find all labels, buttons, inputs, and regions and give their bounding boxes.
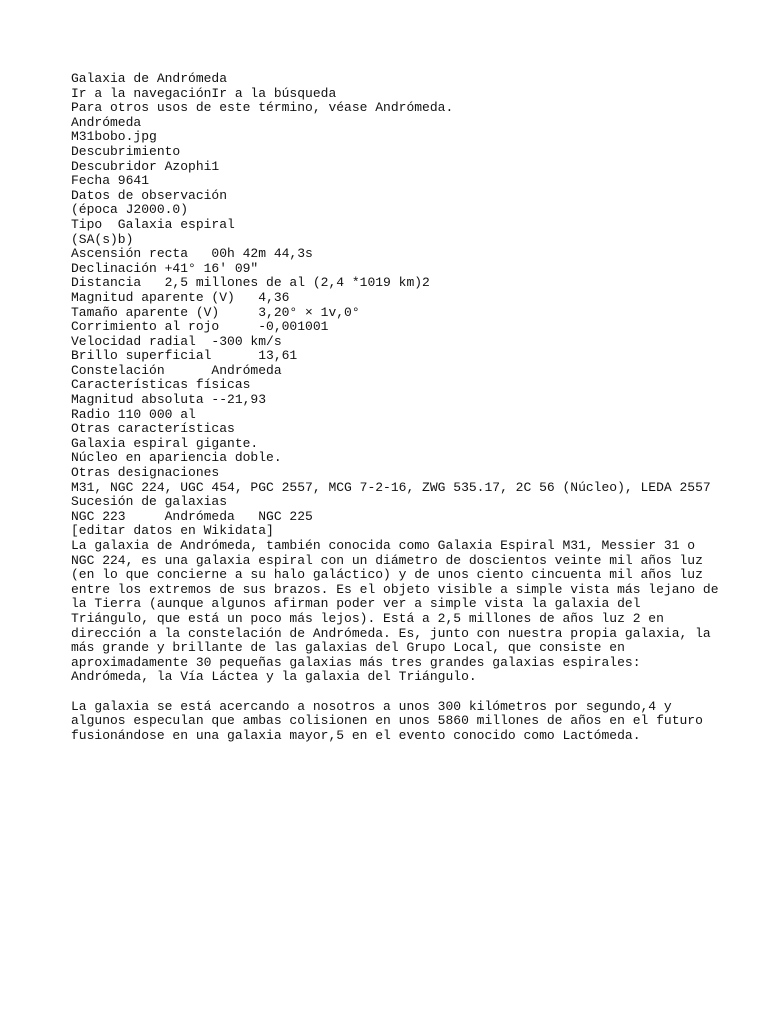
infobox-section-succession: Sucesión de galaxias xyxy=(71,494,228,510)
collision-paragraph xyxy=(71,700,711,744)
infobox-designations-list: M31, NGC 224, UGC 454, PGC 2557, MCG 7-2-16, ZWG 535.17, 2C 56 (Núcleo), LEDA 2557 xyxy=(71,479,711,495)
infobox-row-type-class: (SA(s)b) xyxy=(71,231,134,247)
paragraph-line: NGC 224, es una galaxia espiral con un diámetro de doscientos veinte mil años luz xyxy=(71,552,703,568)
page-title: Galaxia de Andrómeda xyxy=(71,71,228,86)
infobox-row-discoverer: Descubridor Azophi1 xyxy=(71,158,220,174)
infobox-section-physical: Características físicas xyxy=(71,377,251,393)
paragraph-line: La galaxia se está acercando a nosotros a unos 300 kilómetros por segundo,4 y xyxy=(71,698,672,714)
infobox-title: Andrómeda xyxy=(71,114,142,130)
infobox-row-declination: Declinación +41° 16' 09" xyxy=(71,260,259,276)
paragraph-line: algunos especulan que ambas colisionen en unos 5860 millones de años en el futuro xyxy=(71,713,703,729)
paragraph-spacer xyxy=(71,685,711,700)
paragraph-line: Andrómeda, la Vía Láctea y la galaxia del Triángulo. xyxy=(71,669,477,685)
infobox-row-radial-velocity: Velocidad radial -300 km/s xyxy=(71,333,282,349)
paragraph-line: entre los extremos de sus brazos. Es el objeto visible a simple vista más lejano de xyxy=(71,581,719,597)
paragraph-line: Triángulo, que está un poco más lejos). Está a 2,5 millones de años luz 2 en xyxy=(71,610,664,626)
infobox-section-discovery: Descubrimiento xyxy=(71,143,181,159)
infobox-epoch: (época J2000.0) xyxy=(71,202,189,218)
infobox-succession-row: NGC 223 Andrómeda NGC 225 xyxy=(71,508,313,524)
edit-wikidata-link[interactable]: [editar datos en Wikidata] xyxy=(71,523,274,539)
infobox-section-designations: Otras designaciones xyxy=(71,465,220,481)
paragraph-line: La galaxia de Andrómeda, también conocida como Galaxia Espiral M31, Messier 31 o xyxy=(71,538,696,553)
paragraph-line: más grande y brillante de las galaxias del Grupo Local, que consiste en xyxy=(71,640,625,656)
infobox-row-distance: Distancia 2,5 millones de al (2,4 *1019 km)2 xyxy=(71,275,430,291)
infobox-section-other-characteristics: Otras características xyxy=(71,421,235,437)
infobox-characteristic-1: Galaxia espiral gigante. xyxy=(71,435,259,451)
infobox-row-surface-brightness: Brillo superficial 13,61 xyxy=(71,348,298,364)
intro-paragraph xyxy=(71,538,719,685)
infobox-image-name: M31bobo.jpg xyxy=(71,129,157,145)
navigation-links[interactable]: Ir a la navegaciónIr a la búsqueda xyxy=(71,85,337,101)
disambiguation-note: Para otros usos de este término, véase Andrómeda. xyxy=(71,100,454,116)
paragraph-line: la Tierra (aunque algunos afirman poder ver a simple vista la galaxia del xyxy=(71,596,641,612)
paragraph-line: fusionándose en una galaxia mayor,5 en el evento conocido como Lactómeda. xyxy=(71,727,641,743)
infobox-row-absolute-magnitude: Magnitud absoluta --21,93 xyxy=(71,392,267,408)
infobox-row-type: Tipo Galaxia espiral xyxy=(71,216,235,232)
infobox-row-apparent-size: Tamaño aparente (V) 3,20° × 1v,0° xyxy=(71,304,360,320)
paragraph-line: dirección a la constelación de Andrómeda. Es, junto con nuestra propia galaxia, la xyxy=(71,625,711,641)
infobox-row-right-ascension: Ascensión recta 00h 42m 44,3s xyxy=(71,246,313,262)
infobox-row-redshift: Corrimiento al rojo -0,001001 xyxy=(71,319,329,335)
paragraph-line: aproximadamente 30 pequeñas galaxias más tres grandes galaxias espirales: xyxy=(71,654,641,670)
infobox-characteristic-2: Núcleo en apariencia doble. xyxy=(71,450,282,466)
paragraph-line: (en lo que concierne a su halo galáctico) y de unos ciento cincuenta mil años luz xyxy=(71,567,703,583)
infobox-row-date: Fecha 9641 xyxy=(71,173,150,189)
infobox-row-radius: Radio 110 000 al xyxy=(71,406,196,422)
infobox-section-observation: Datos de observación xyxy=(71,187,228,203)
infobox-row-constellation: Constelación Andrómeda xyxy=(71,362,282,378)
infobox-row-apparent-magnitude: Magnitud aparente (V) 4,36 xyxy=(71,289,290,305)
document-page xyxy=(71,71,719,743)
